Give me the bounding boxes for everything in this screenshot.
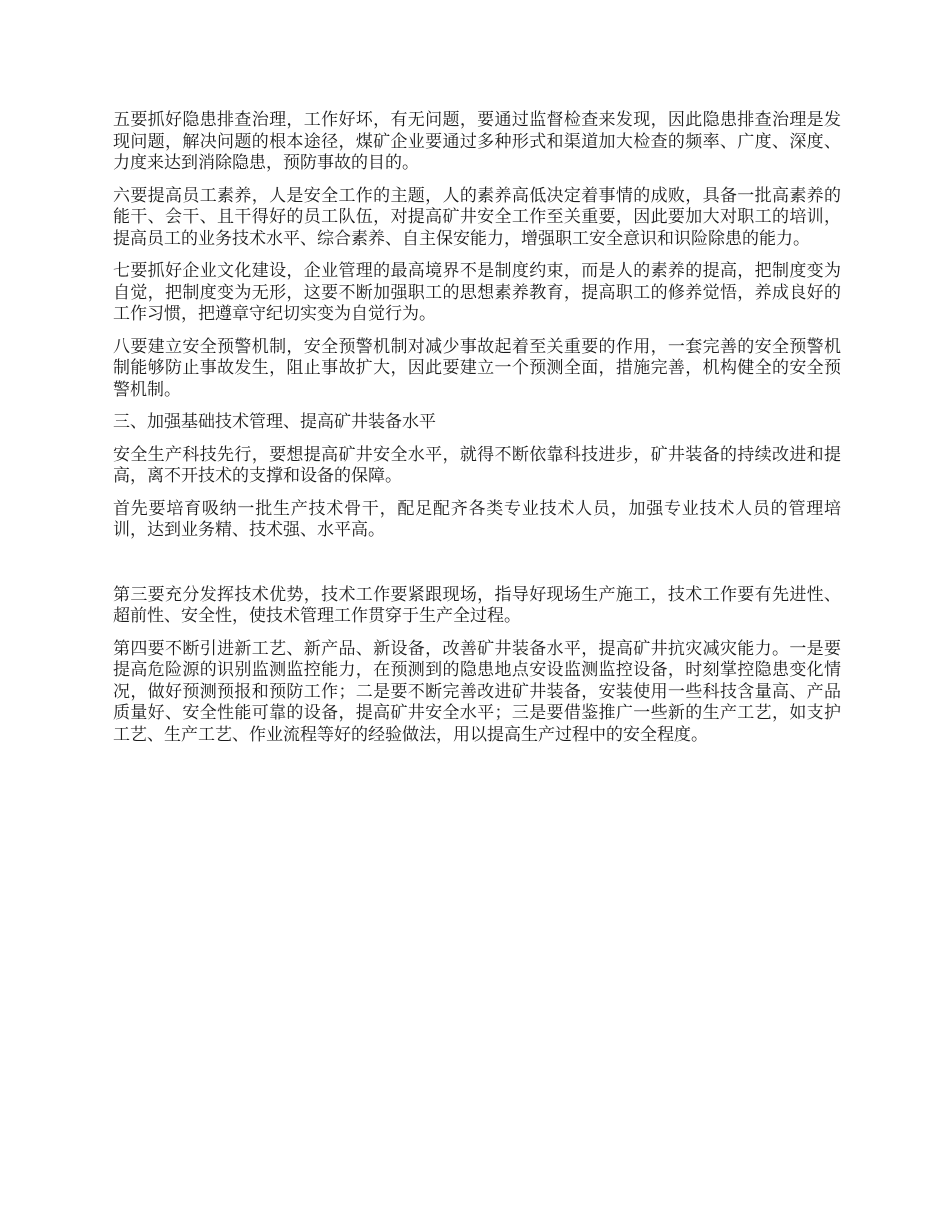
paragraph-first-cultivate: 首先要培育吸纳一批生产技术骨干，配足配齐各类专业技术人员，加强专业技术人员的管理培训，达到业务精、技术强、水平高。 [113,498,841,540]
paragraph-six: 六要提高员工素养，人是安全工作的主题，人的素养高低决定着事情的成败，具备一批高素养的能干、会干、且干得好的员工队伍，对提高矿井安全工作至关重要，因此要加大对职工的培训，提高员工的业务技术水平、综合素养、自主保安能力，增强职工安全意识和识险除患的能力。 [113,185,841,249]
paragraph-fourth: 第四要不断引进新工艺、新产品、新设备，改善矿井装备水平，提高矿井抗灾减灾能力。一是要提高危险源的识别监测监控能力，在预测到的隐患地点安设监测监控设备，时刻掌控隐患变化情况，做好预测预报和预防工作；二是要不断完善改进矿井装备，安装使用一些科技含量高、产品质量好、安全性能可靠的设备，提高矿井安全水平；三是要借鉴推广一些新的生产工艺，如支护工艺、生产工艺、作业流程等好的经验做法，用以提高生产过程中的安全程度。 [113,638,841,745]
paragraph-five: 五要抓好隐患排查治理，工作好坏，有无问题，要通过监督检查来发现，因此隐患排查治理是发现问题，解决问题的根本途径，煤矿企业要通过多种形式和渠道加大检查的频率、广度、深度、力度来达到消除隐患，预防事故的目的。 [113,110,841,173]
paragraph-seven: 七要抓好企业文化建设，企业管理的最高境界不是制度约束，而是人的素养的提高，把制度变为自觉，把制度变为无形，这要不断加强职工的思想素养教育，提高职工的修养觉悟，养成良好的工作习惯，把遵章守纪切实变为自觉行为。 [113,261,841,324]
section-heading: 三、加强基础技术管理、提高矿井装备水平 [113,412,436,432]
document-page [113,110,841,757]
paragraph-third: 第三要充分发挥技术优势，技术工作要紧跟现场，指导好现场生产施工，技术工作要有先进性、超前性、安全性，使技术管理工作贯穿于生产全过程。 [113,584,841,626]
paragraph-tech-first: 安全生产科技先行，要想提高矿井安全水平，就得不断依靠科技进步，矿井装备的持续改进和提高，离不开技术的支撑和设备的保障。 [113,444,841,486]
paragraph-eight: 八要建立安全预警机制，安全预警机制对减少事故起着至关重要的作用，一套完善的安全预警机制能够防止事故发生，阻止事故扩大，因此要建立一个预测全面，措施完善，机构健全的安全预警机制。 [113,336,841,400]
blank-gap [113,553,841,585]
